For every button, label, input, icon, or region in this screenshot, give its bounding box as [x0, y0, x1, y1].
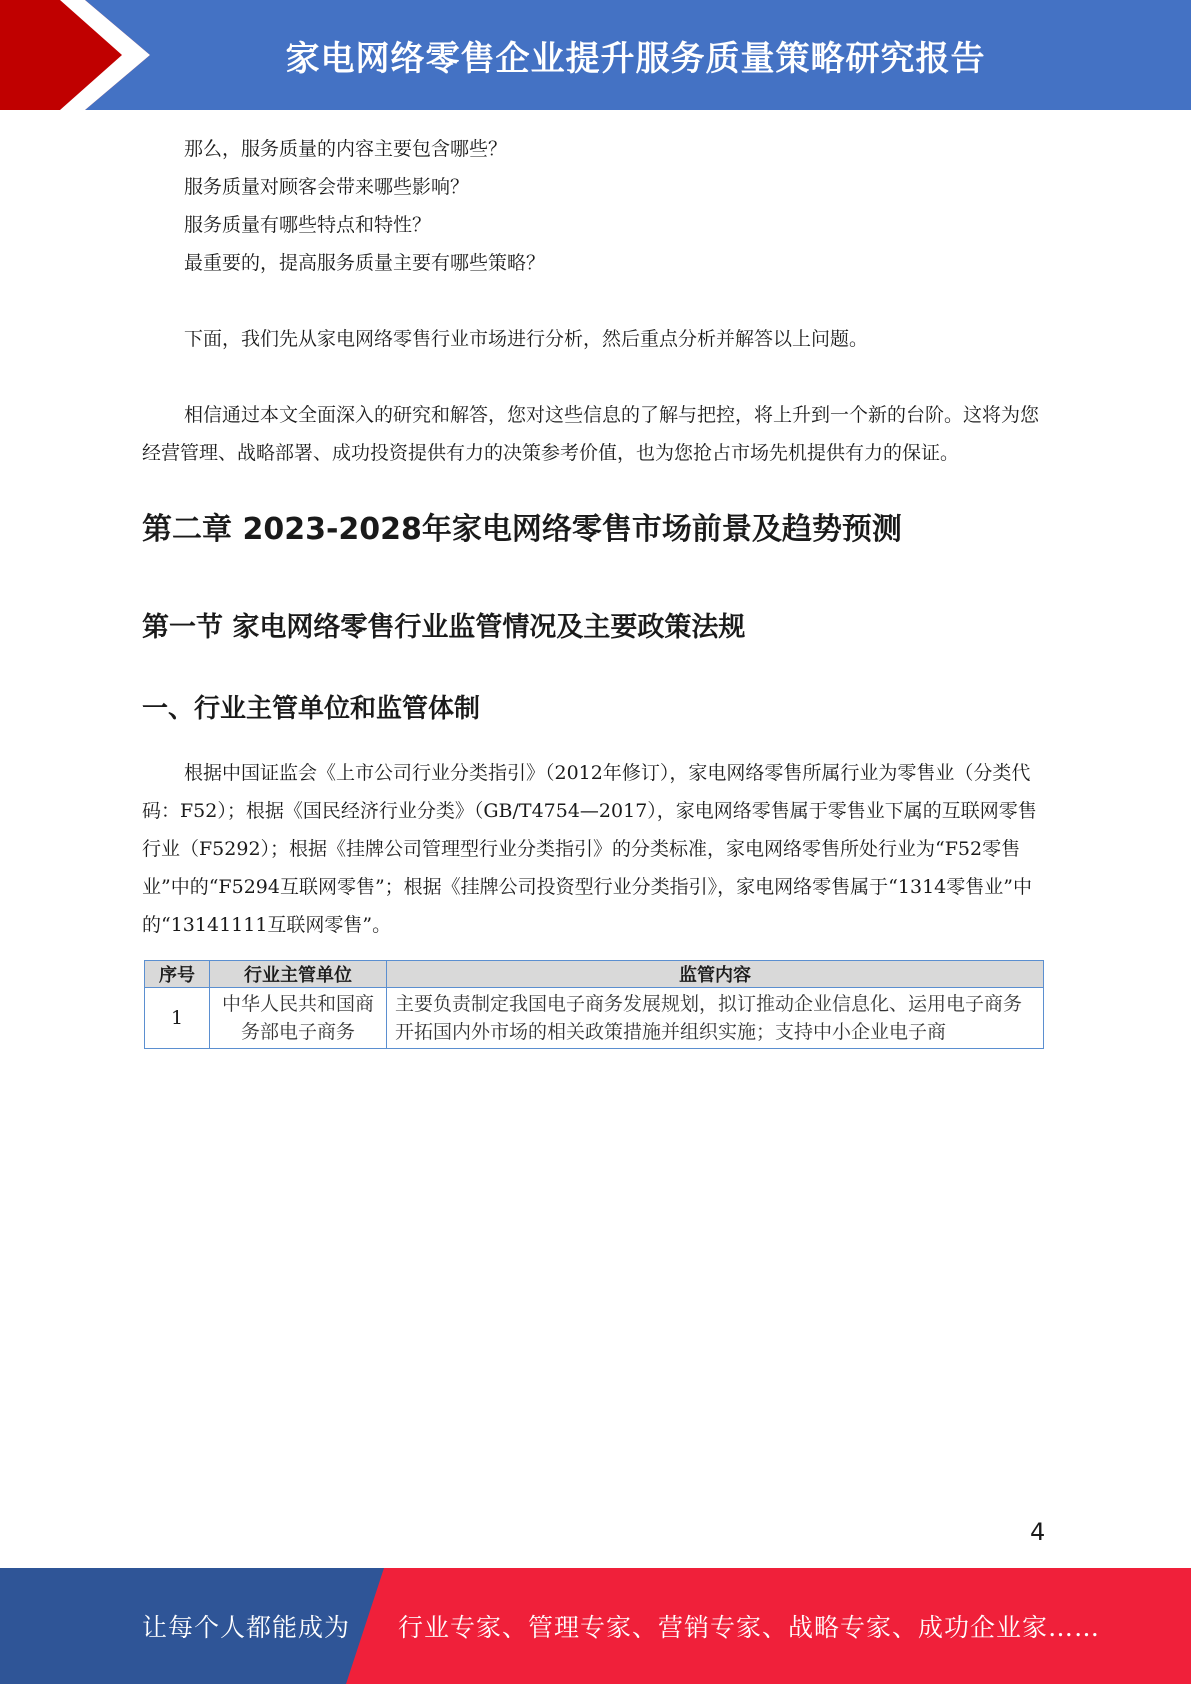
chapter-heading: 第二章 2023-2028年家电网络零售市场前景及趋势预测 [142, 512, 902, 547]
footer-slogan-right: 行业专家、管理专家、营销专家、战略专家、成功企业家…… [398, 1613, 1101, 1642]
cell-no: 1 [145, 988, 210, 1049]
table-row [145, 988, 1044, 1049]
header-arrow-decoration [0, 0, 200, 110]
question-1: 那么，服务质量的内容主要包含哪些？ [184, 138, 508, 160]
report-title: 家电网络零售企业提升服务质量策略研究报告 [285, 38, 986, 79]
intro-paragraph: 下面，我们先从家电网络零售行业市场进行分析，然后重点分析并解答以上问题。 [184, 328, 869, 350]
cell-content: 主要负责制定我国电子商务发展规划，拟订推动企业信息化、运用电子商务开拓国内外市场的相关政策措施并组织实施；支持中小企业电子商 [387, 988, 1044, 1049]
col-header-no: 序号 [145, 961, 210, 988]
section-heading: 第一节 家电网络零售行业监管情况及主要政策法规 [142, 612, 746, 643]
table-header-row [145, 961, 1044, 988]
question-3: 服务质量有哪些特点和特性？ [184, 214, 432, 236]
main-content [142, 130, 1047, 1049]
page-footer [0, 1568, 1191, 1684]
page-number: 4 [1030, 1518, 1046, 1546]
question-2: 服务质量对顾客会带来哪些影响？ [184, 176, 470, 198]
question-4: 最重要的，提高服务质量主要有哪些策略？ [184, 252, 546, 274]
value-paragraph: 相信通过本文全面深入的研究和解答，您对这些信息的了解与把控，将上升到一个新的台阶。这将为您经营管理、战略部署、成功投资提供有力的决策参考价值，也为您抢占市场先机提供有力的保证。 [142, 404, 1040, 464]
classification-paragraph: 根据中国证监会《上市公司行业分类指引》（2012年修订），家电网络零售所属行业为零售业（分类代码：F52）；根据《国民经济行业分类》（GB/T4754—2017），家电网络零售属于零售业下属的互联网零售行业（F5292）；根据《挂牌公司管理型行业分类指引》的分类标准，家电网络零售所处行业为“F52零售业”中的“F5294互联网零售”；根据《挂牌公司投资型行业分类指引》，家电网络零售属于“1314零售业”中的“13141111互联网零售”。 [142, 762, 1037, 936]
subsection-heading: 一、行业主管单位和监管体制 [142, 694, 481, 724]
footer-slogan-left: 让每个人都能成为 [142, 1613, 351, 1642]
regulator-table [144, 960, 1044, 1049]
col-header-content: 监管内容 [387, 961, 1044, 988]
col-header-unit: 行业主管单位 [210, 961, 387, 988]
cell-unit: 中华人民共和国商务部电子商务 [210, 988, 387, 1049]
page-header [0, 0, 1191, 110]
